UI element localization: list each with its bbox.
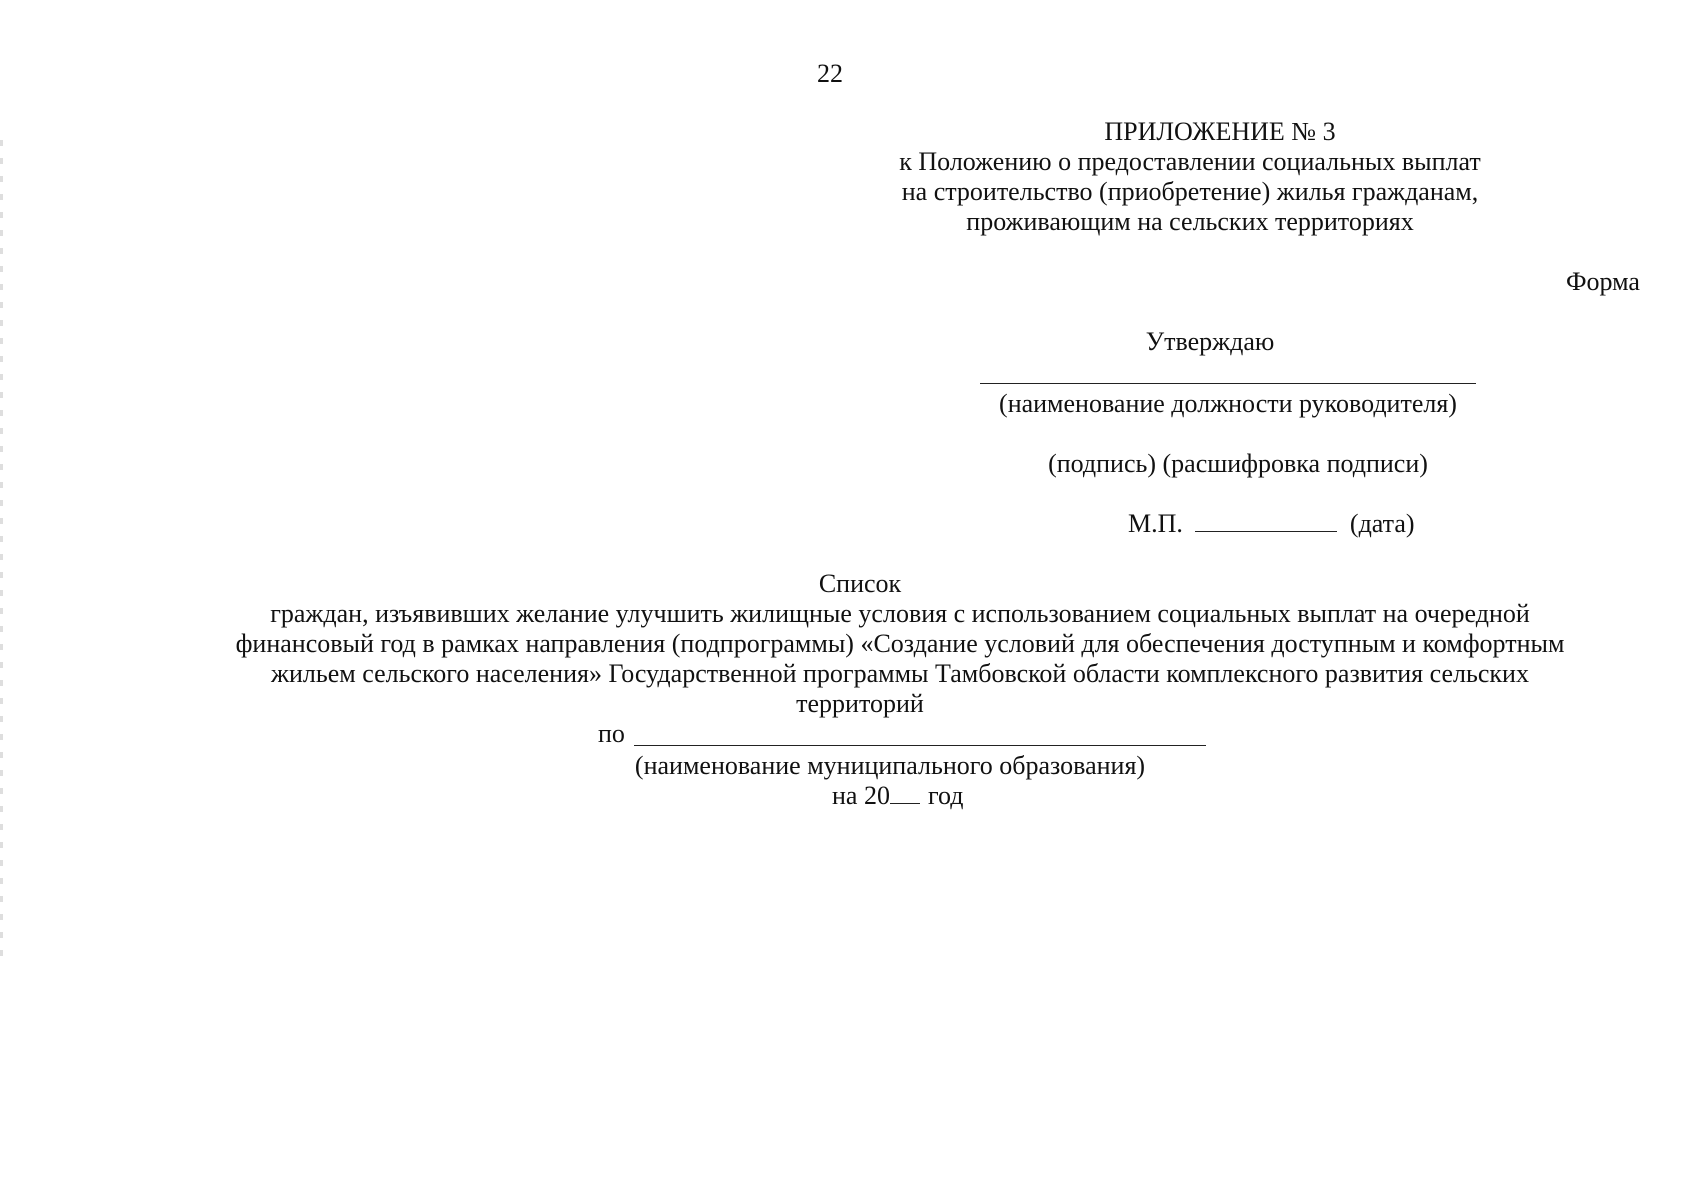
appendix-line-3: проживающим на сельских территориях: [966, 207, 1414, 236]
appendix-line-2: на строительство (приобретение) жилья гражданам,: [901, 177, 1479, 206]
list-title: Список: [818, 569, 902, 598]
list-line-3: жильем сельского населения» Государственной программы Тамбовской области комплексного развития сельских: [271, 659, 1529, 688]
date-label: (дата): [1349, 509, 1415, 538]
by-label: по: [598, 719, 625, 748]
list-line-1: граждан, изъявивших желание улучшить жилищные условия с использованием социальных выплат на очередной: [270, 599, 1530, 628]
signature-caption: (подпись) (расшифровка подписи): [1048, 449, 1428, 478]
stamp-label: М.П.: [1128, 509, 1183, 538]
approve-heading: Утверждаю: [1145, 327, 1275, 356]
year-row: [832, 780, 963, 812]
scan-edge-artifact: [0, 140, 3, 960]
year-blank: [890, 783, 920, 804]
list-line-4: территорий: [796, 689, 924, 718]
year-prefix: на 20: [832, 781, 890, 810]
form-label: Форма: [1566, 267, 1640, 296]
municipality-line: [634, 745, 1206, 746]
appendix-line-1: к Положению о предоставлении социальных выплат: [899, 147, 1481, 176]
year-suffix: год: [927, 781, 964, 810]
list-line-2: финансовый год в рамках направления (подпрограммы) «Создание условий для обеспечения доступным и комфортным: [235, 629, 1565, 658]
position-line: [980, 383, 1476, 384]
municipality-caption: (наименование муниципального образования): [634, 751, 1146, 780]
stamp-date-row: [1128, 508, 1415, 540]
date-blank: [1195, 511, 1337, 532]
page-number: 22: [817, 59, 843, 88]
position-caption: (наименование должности руководителя): [999, 389, 1457, 418]
appendix-title: ПРИЛОЖЕНИЕ № 3: [1104, 117, 1336, 146]
